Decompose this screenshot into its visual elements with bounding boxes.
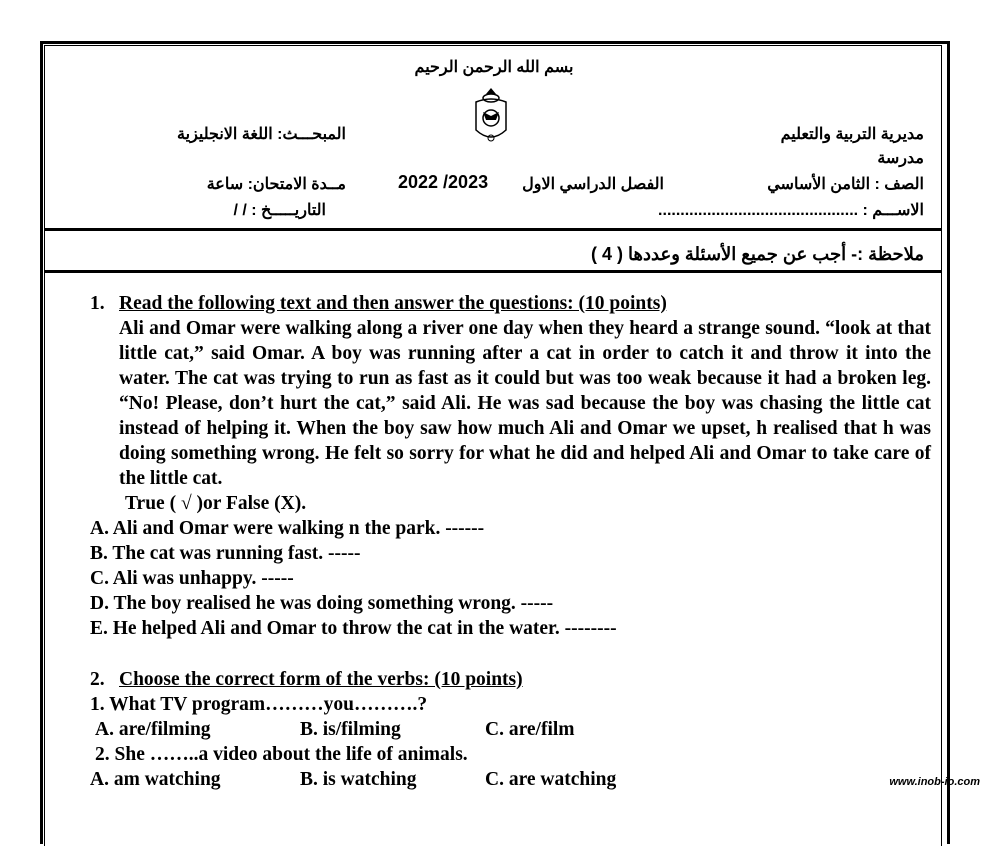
student-name-field: الاســـم : ............................................. xyxy=(658,202,924,219)
q1-passage: Ali and Omar were walking along a river one day when they heard a strange sound. “look at that little cat,” said Omar. A boy was running after a cat in order to catch it and throw it into the water. The cat was trying to run as fast as it could but was too weak because it had a broken leg. “No! Please, don’t hurt the cat,” said Ali. He was sad because the boy was chasing the little cat instead of helping it. When the boy saw how much Ali and Omar we upset, h realised that h was doing something wrong. He felt so sorry for what he did and helped Ali and Omar to take care of the little cat. xyxy=(119,318,931,489)
coat-of-arms-emblem xyxy=(470,86,512,146)
exam-date-field: التاريـــــخ : / / xyxy=(233,202,326,219)
exam-duration: مــدة الامتحان: ساعة xyxy=(206,176,346,193)
q2-title: Choose the correct form of the verbs: (10 points) xyxy=(119,669,523,690)
academic-year: 2022 /2023 xyxy=(398,172,489,192)
q2-q1-option-a: A. are/filming xyxy=(95,719,211,740)
q1-title: Read the following text and then answer the questions: (10 points) xyxy=(119,293,667,314)
directorate: مديرية التربية والتعليم xyxy=(780,126,924,143)
semester: الفصل الدراسي الاول xyxy=(522,176,664,193)
note-divider xyxy=(44,270,942,273)
q1-item-a: A. Ali and Omar were walking n the park. ------ xyxy=(90,518,485,539)
q2-number: 2. xyxy=(90,669,105,690)
q2-q2-option-c: C. are watching xyxy=(485,769,617,790)
school: مدرسة xyxy=(877,150,924,167)
q2-q2-option-a: A. am watching xyxy=(90,769,221,790)
subject: المبحـــث: اللغة الانجليزية xyxy=(177,126,346,143)
q2-q1-option-b: B. is/filming xyxy=(300,719,401,740)
q1-item-c: C. Ali was unhappy. ----- xyxy=(90,568,294,589)
q2-question-2: 2. She ……..a video about the life of animals. xyxy=(95,744,468,765)
q2-q2-option-b: B. is watching xyxy=(300,769,417,790)
q1-instruction: True ( √ )or False (X). xyxy=(125,493,307,514)
instructions-note: ملاحظة :- أجب عن جميع الأسئلة وعددها ( 4 ) xyxy=(591,244,924,264)
q1-item-e: E. He helped Ali and Omar to throw the cat in the water. -------- xyxy=(90,618,617,639)
q2-question-1: 1. What TV program………you……….? xyxy=(90,694,428,715)
watermark: www.inob-io.com xyxy=(889,776,980,788)
q1-number: 1. xyxy=(90,293,105,314)
grade: الصف : الثامن الأساسي xyxy=(767,176,924,193)
basmala: بسم الله الرحمن الرحيم xyxy=(414,59,574,76)
header-divider xyxy=(44,228,942,231)
q1-item-d: D. The boy realised he was doing something wrong. ----- xyxy=(90,593,554,614)
q1-item-b: B. The cat was running fast. ----- xyxy=(90,543,361,564)
q2-q1-option-c: C. are/film xyxy=(485,719,575,740)
